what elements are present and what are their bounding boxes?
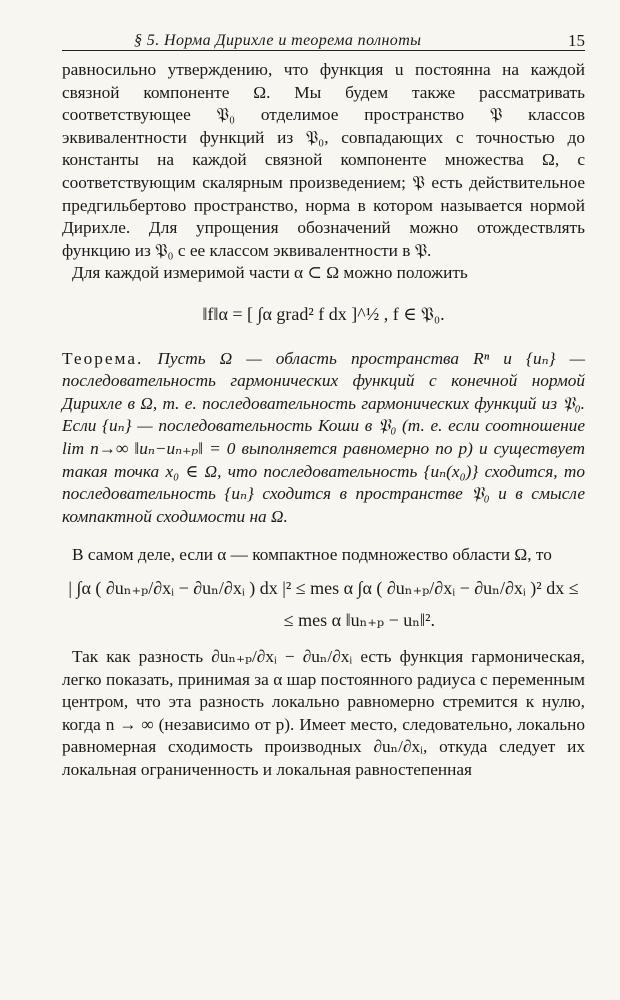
page-number: 15	[568, 31, 585, 50]
header-title: § 5. Норма Дирихле и теорема полноты	[134, 32, 422, 49]
page-body	[62, 59, 585, 782]
formula-line-2: ≤ mes α ‖uₙ₊ₚ − uₙ‖².	[283, 610, 435, 631]
paragraph-3: В самом деле, если α — компактное подмножество области Ω, то	[72, 545, 552, 565]
paragraph-2: Для каждой измеримой части α ⊂ Ω можно положить	[72, 263, 468, 283]
book-page	[62, 28, 585, 782]
running-header	[62, 28, 585, 51]
paragraph-4: Так как разность ∂uₙ₊ₚ/∂xᵢ − ∂uₙ/∂xᵢ есть функция гармоническая, легко показать, принимая за α шар постоянного радиуса с переменным центром, что эта разность локально равномерно стремится к нулю, когда n → ∞ (независимо от p). Имеет место, следовательно, локально равномерная сходимость производных ∂uₙ/∂xᵢ, откуда следует их локальная ограниченность и локальная равностепенная	[62, 647, 585, 780]
theorem-heading: Теорема.	[62, 348, 144, 368]
formula-line-1: | ∫α ( ∂uₙ₊ₚ/∂xᵢ − ∂uₙ/∂xᵢ ) dx |² ≤ mes α ∫α ( ∂uₙ₊ₚ/∂xᵢ − ∂uₙ/∂xᵢ )² dx ≤	[68, 577, 579, 598]
formula-inequality	[62, 577, 585, 632]
formula-norm: ‖f‖α = [ ∫α grad² f dx ]^½ , f ∈ 𝔓₀.	[202, 303, 445, 324]
theorem	[62, 348, 585, 529]
theorem-statement: Пусть Ω — область пространства Rⁿ и {uₙ} — последовательность гармонических функций с конечной нормой Дирихле в Ω, т. е. последовательность гармонических функций из 𝔓₀. Если {uₙ} — последовательность Коши в 𝔓₀ (т. е. если соотношение lim n→∞ ‖uₙ−uₙ₊ₚ‖ = 0 выполняется равномерно по p) и существует такая точка x₀ ∈ Ω, что последовательность {uₙ(x₀)} сходится, то последовательность {uₙ} сходится в пространстве 𝔓₀ и в смысле компактной сходимости на Ω.	[62, 348, 585, 526]
paragraph-1: равносильно утверждению, что функция u постоянна на каждой связной компоненте Ω. Мы будем также рассматривать соответствующее 𝔓₀ отделимое пространство 𝔓 классов эквивалентности функций из 𝔓₀, совпадающих с точностью до константы на каждой связной компоненте множества Ω, с соответствующим скалярным произведением; 𝔓 есть действительное предгильбертово пространство, норма в котором называется нормой Дирихле. Для упрощения обозначений можно отождествлять функцию из 𝔓₀ с ее классом эквивалентности в 𝔓.	[62, 60, 585, 260]
